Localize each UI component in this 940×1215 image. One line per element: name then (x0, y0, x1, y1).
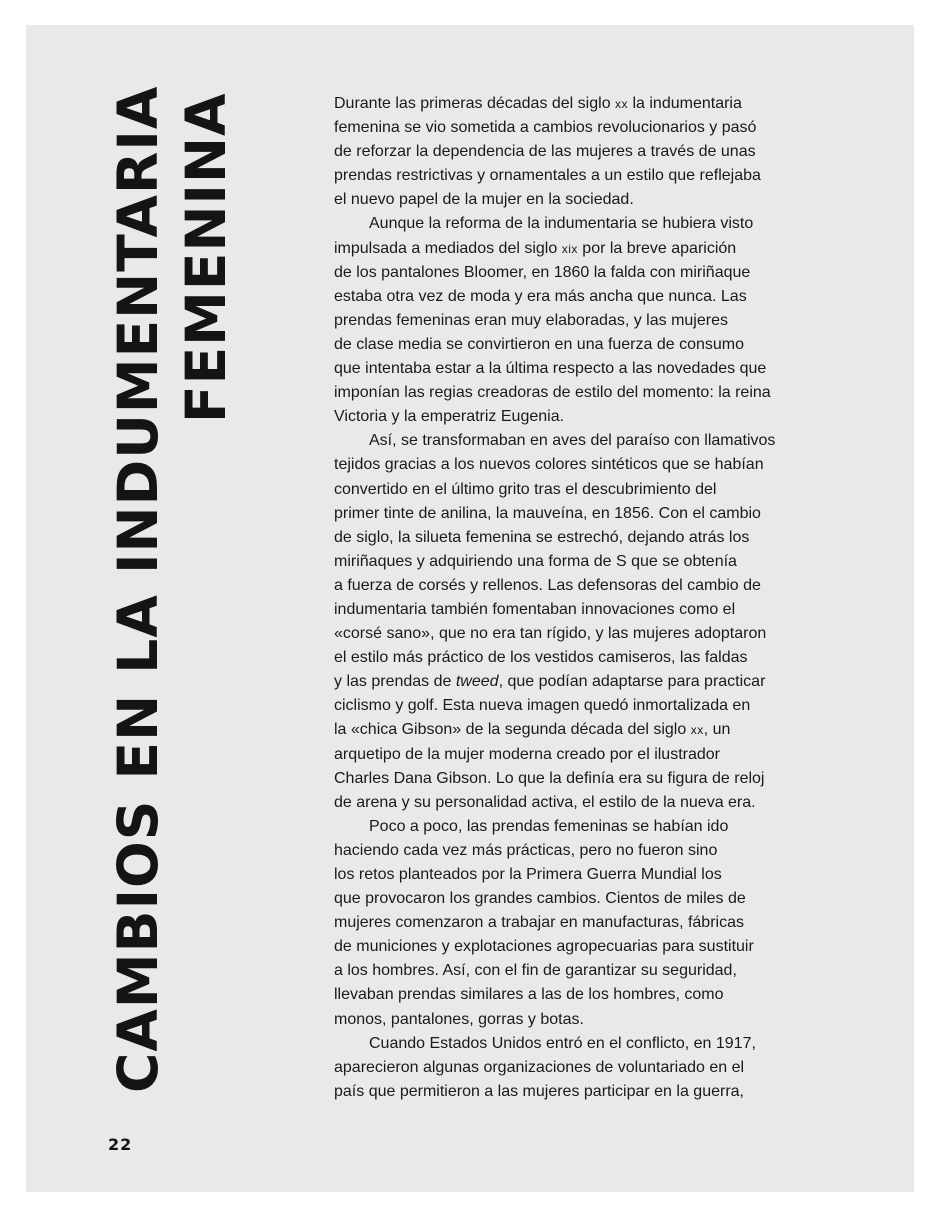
paragraph-line: el estilo más práctico de los vestidos camiseros, las faldas (334, 649, 748, 667)
paragraph-line: mujeres comenzaron a trabajar en manufacturas, fábricas (334, 914, 744, 932)
paragraph-line: ciclismo y golf. Esta nueva imagen quedó inmortalizada en (334, 697, 751, 715)
paragraph-line: de clase media se convirtieron en una fuerza de consumo (334, 335, 745, 353)
paragraph-line: Charles Dana Gibson. Lo que la definía era su figura de reloj (334, 769, 765, 787)
paragraph-line: el nuevo papel de la mujer en la sociedad. (334, 191, 634, 209)
paragraph-line: de siglo, la silueta femenina se estrechó, dejando atrás los (334, 528, 750, 546)
paragraph-line: arquetipo de la mujer moderna creado por el ilustrador (334, 745, 720, 763)
paragraph-line: estaba otra vez de moda y era más ancha que nunca. Las (334, 287, 747, 305)
paragraph-line: prendas femeninas eran muy elaboradas, y las mujeres (334, 311, 728, 329)
paragraph-line: Cuando Estados Unidos entró en el conflicto, en 1917, (369, 1034, 756, 1052)
paragraph-line: Durante las primeras décadas del siglo xx la indumentaria (334, 95, 742, 112)
paragraph-line: primer tinte de anilina, la mauveína, en 1856. Con el cambio (334, 504, 761, 522)
paragraph-line: de los pantalones Bloomer, en 1860 la falda con miriñaque (334, 263, 751, 281)
paragraph-line: de municiones y explotaciones agropecuarias para sustituir (334, 938, 754, 956)
paragraph-line: Poco a poco, las prendas femeninas se habían ido (369, 817, 729, 835)
paragraph-line: Aunque la reforma de la indumentaria se hubiera visto (369, 215, 754, 233)
paragraph-line: que provocaron los grandes cambios. Cientos de miles de (334, 890, 746, 908)
paragraph-line: Victoria y la emperatriz Eugenia. (334, 408, 565, 426)
paragraph-line: llevaban prendas similares a las de los hombres, como (334, 986, 724, 1004)
paragraph-line: país que permitieron a las mujeres participar en la guerra, (334, 1082, 744, 1100)
paragraph-line: monos, pantalones, gorras y botas. (334, 1010, 584, 1028)
paragraph-line: de reforzar la dependencia de las mujeres a través de unas (334, 143, 756, 161)
paragraph-line: Así, se transformaban en aves del paraíso con llamativos (369, 432, 776, 450)
paragraph-line: haciendo cada vez más prácticas, pero no fueron sino (334, 841, 718, 859)
page-number: 22 (108, 1135, 133, 1154)
paragraph-line: a los hombres. Así, con el fin de garantizar su seguridad, (334, 962, 737, 980)
paragraph-line: aparecieron algunas organizaciones de voluntariado en el (334, 1058, 745, 1076)
body-text (334, 92, 824, 1104)
paragraph-line: prendas restrictivas y ornamentales a un estilo que reflejaba (334, 167, 761, 185)
paragraph-line: de arena y su personalidad activa, el estilo de la nueva era. (334, 793, 756, 811)
paragraph-line: miriñaques y adquiriendo una forma de S que se obtenía (334, 552, 737, 570)
paragraph-line: tejidos gracias a los nuevos colores sintéticos que se habían (334, 456, 764, 474)
paragraph-line: y las prendas de tweed, que podían adaptarse para practicar (334, 673, 766, 691)
chapter-title (104, 85, 240, 1093)
paragraph-line: los retos planteados por la Primera Guerra Mundial los (334, 866, 722, 883)
chapter-title-line-2: FEMENINA (174, 92, 238, 423)
paragraph-line: convertido en el último grito tras el descubrimiento del (334, 480, 717, 498)
chapter-title-line-1: CAMBIOS EN LA INDUMENTARIA (106, 85, 170, 1093)
paragraph-line: «corsé sano», que no era tan rígido, y las mujeres adoptaron (334, 625, 767, 643)
paragraph-line: impulsada a mediados del siglo xix por la breve aparición (334, 239, 737, 257)
paragraph-line: indumentaria también fomentaban innovaciones como el (334, 600, 736, 618)
paragraph-line: la «chica Gibson» de la segunda década del siglo xx, un (334, 721, 731, 739)
paragraph-line: femenina se vio sometida a cambios revolucionarios y pasó (334, 119, 757, 137)
paragraph-line: a fuerza de corsés y rellenos. Las defensoras del cambio de (334, 576, 761, 594)
paragraph-line: que intentaba estar a la última respecto a las novedades que (334, 360, 767, 378)
paragraph-line: imponían las regias creadoras de estilo del momento: la reina (334, 384, 771, 402)
